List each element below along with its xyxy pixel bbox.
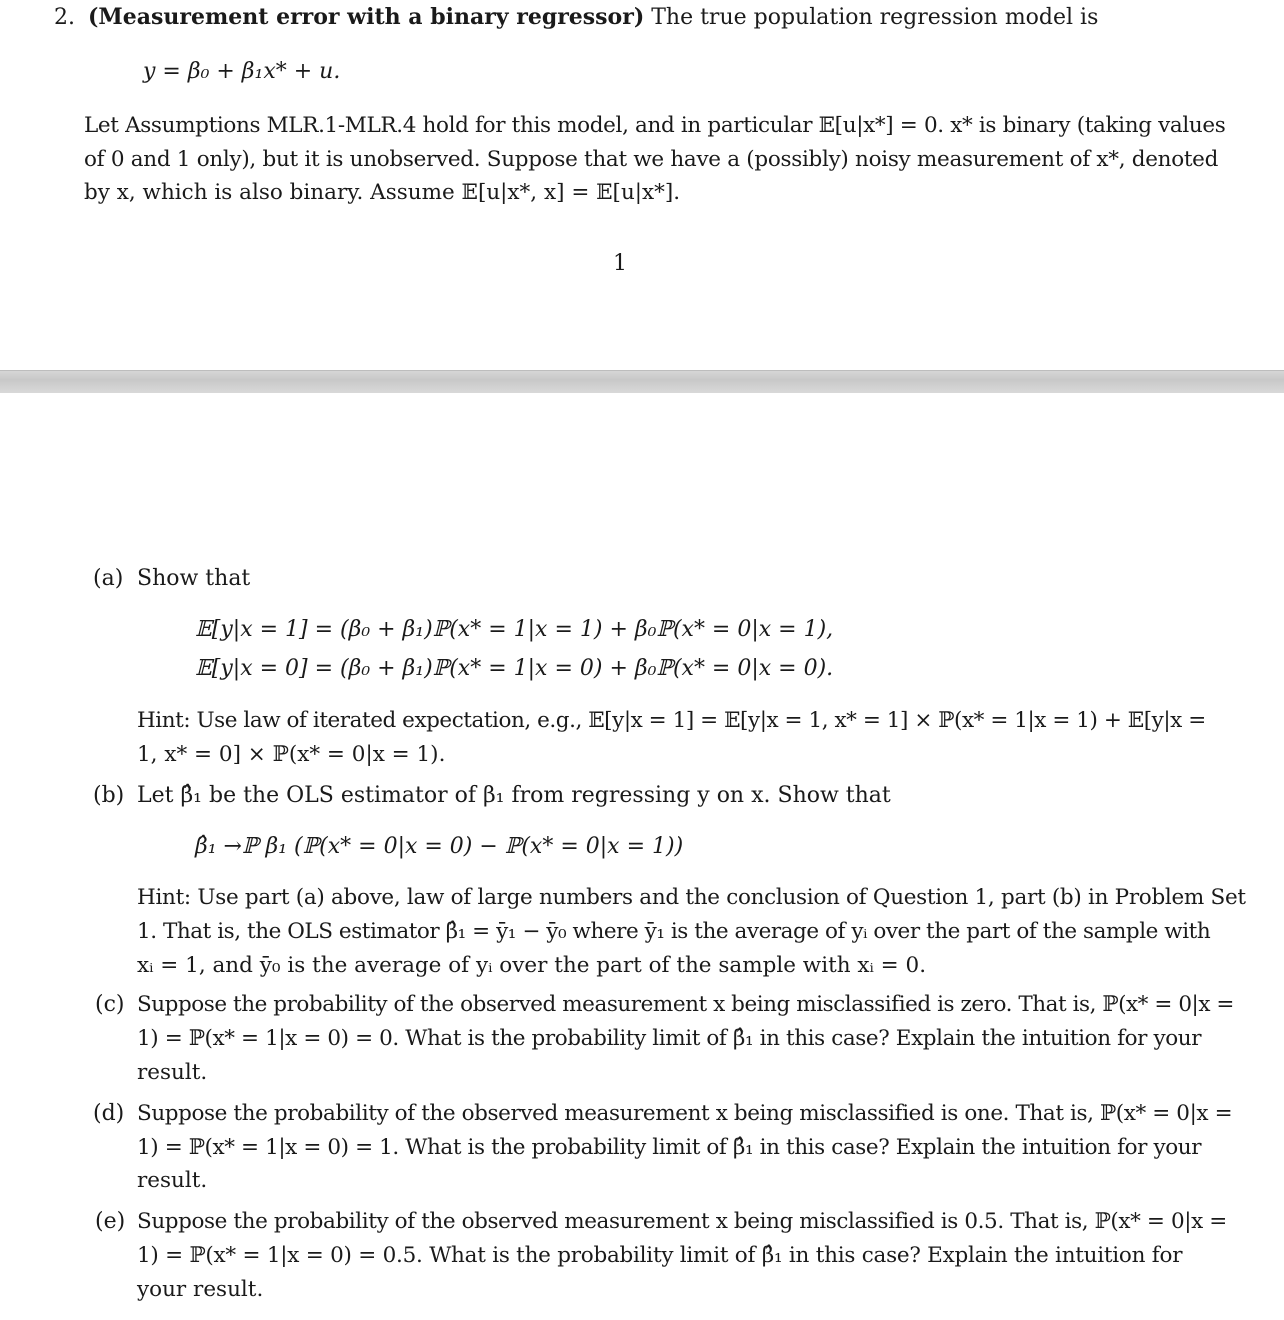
part-a-text: Show that [137, 566, 251, 591]
part-a-label: (a) [93, 566, 124, 591]
intro-line-3: by x, which is also binary. Assume 𝔼[u|x*, x] = 𝔼[u|x*]. [84, 180, 681, 205]
part-d-line-1: Suppose the probability of the observed measurement x being misclassified is one. That is, ℙ(x* = 0|x = [137, 1101, 1233, 1126]
page-separator [0, 370, 1284, 394]
part-b-hint-line-3: xᵢ = 1, and ȳ₀ is the average of yᵢ over the part of the sample with xᵢ = 0. [137, 953, 927, 978]
part-b-eq: β̂₁ →ℙ β₁ (ℙ(x* = 0|x = 0) − ℙ(x* = 0|x = 1)) [195, 834, 684, 859]
question-title-rest: The true population regression model is [644, 5, 1099, 30]
part-d-label: (d) [93, 1101, 125, 1126]
part-c-line-1: Suppose the probability of the observed measurement x being misclassified is zero. That is, ℙ(x* = 0|x = [137, 992, 1234, 1017]
intro-line-1: Let Assumptions MLR.1-MLR.4 hold for this model, and in particular 𝔼[u|x*] = 0. x* is binary (taking values [84, 113, 1226, 138]
part-b-hint-line-2: 1. That is, the OLS estimator β̂₁ = ȳ₁ − ȳ₀ where ȳ₁ is the average of yᵢ over the part of the sample with [137, 919, 1211, 944]
part-d-line-2: 1) = ℙ(x* = 1|x = 0) = 1. What is the probability limit of β̂₁ in this case? Explain the intuition for your [137, 1135, 1202, 1160]
part-a-eq1: 𝔼[y|x = 1] = (β₀ + β₁)ℙ(x* = 1|x = 1) + β₀ℙ(x* = 0|x = 1), [195, 617, 834, 642]
part-a-eq2: 𝔼[y|x = 0] = (β₀ + β₁)ℙ(x* = 1|x = 0) + β₀ℙ(x* = 0|x = 0). [195, 656, 834, 681]
model-equation: y = β₀ + β₁x* + u. [143, 59, 341, 84]
part-a-hint-line-2: 1, x* = 0] × ℙ(x* = 0|x = 1). [137, 742, 446, 767]
question-title: (Measurement error with a binary regressor) [88, 4, 645, 30]
intro-line-2: of 0 and 1 only), but it is unobserved. Suppose that we have a (possibly) noisy measurement of x*, denoted [84, 147, 1219, 172]
page-number: 1 [613, 251, 627, 276]
question-number: 2. [54, 5, 75, 30]
part-e-label: (e) [95, 1209, 126, 1234]
question-header [54, 0, 1098, 35]
part-b-hint-line-1: Hint: Use part (a) above, law of large numbers and the conclusion of Question 1, part (b) in Problem Set [137, 885, 1246, 910]
part-c-label: (c) [95, 992, 125, 1017]
part-b-label: (b) [93, 783, 125, 808]
part-a-hint-line-1: Hint: Use law of iterated expectation, e.g., 𝔼[y|x = 1] = 𝔼[y|x = 1, x* = 1] × ℙ(x* = 1|x = 1) + 𝔼[y|x = [137, 708, 1206, 733]
page-2 [0, 393, 1284, 1320]
part-d-line-3: result. [137, 1168, 208, 1193]
page-1 [0, 0, 1284, 370]
part-c-line-3: result. [137, 1060, 208, 1085]
part-b-text: Let β̂₁ be the OLS estimator of β₁ from regressing y on x. Show that [137, 783, 891, 808]
part-e-line-1: Suppose the probability of the observed measurement x being misclassified is 0.5. That is, ℙ(x* = 0|x = [137, 1209, 1227, 1234]
part-e-line-3: your result. [137, 1277, 264, 1302]
part-e-line-2: 1) = ℙ(x* = 1|x = 0) = 0.5. What is the probability limit of β̂₁ in this case? Explain the intuition for [137, 1243, 1183, 1268]
part-c-line-2: 1) = ℙ(x* = 1|x = 0) = 0. What is the probability limit of β̂₁ in this case? Explain the intuition for your [137, 1026, 1202, 1051]
